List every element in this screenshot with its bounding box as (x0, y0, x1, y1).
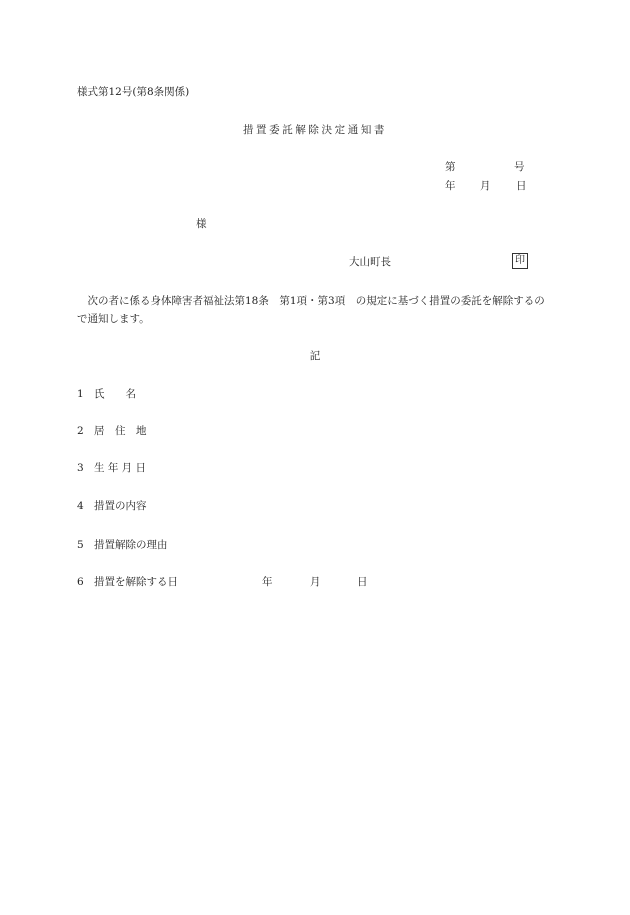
item-number: 4 (77, 500, 84, 512)
item-number: 1 (77, 388, 84, 400)
item6-year: 年 (262, 576, 273, 588)
item-number: 2 (77, 425, 84, 437)
form-number: 様式第12号(第8条関係) (77, 86, 190, 98)
item-cancel-date (77, 576, 178, 589)
item-label: 措置解除の理由 (94, 539, 168, 551)
item-label: 措置の内容 (94, 500, 147, 512)
item-label: 生 年 月 日 (94, 462, 147, 474)
item6-month: 月 (310, 576, 321, 588)
document-number-suffix: 号 (514, 161, 525, 173)
addressee-suffix: 様 (196, 218, 207, 230)
item-label: 措置を解除する日 (94, 576, 178, 588)
date-day: 日 (516, 180, 527, 192)
item-label: 氏 名 (94, 388, 136, 400)
item-number: 3 (77, 462, 84, 474)
document-title: 措置委託解除決定通知書 (242, 124, 388, 136)
date-month: 月 (480, 180, 491, 192)
item-cancel-reason (77, 539, 168, 552)
sender-name: 大山町長 (349, 256, 391, 268)
item-name (77, 388, 136, 401)
date-year: 年 (445, 180, 456, 192)
item-label: 居 住 地 (94, 425, 147, 437)
item6-day: 日 (357, 576, 368, 588)
item-birthdate (77, 462, 146, 475)
document-number-prefix: 第 (445, 161, 456, 173)
body-text: 次の者に係る身体障害者福祉法第18条 第1項・第3項 の規定に基づく措置の委託を解除するので通知します。 (77, 295, 545, 325)
item-residence (77, 425, 147, 438)
seal-stamp: 印 (512, 253, 528, 269)
item-number: 5 (77, 539, 84, 551)
ki-heading: 記 (309, 350, 321, 362)
item-measure-content (77, 500, 147, 513)
item-number: 6 (77, 576, 84, 588)
